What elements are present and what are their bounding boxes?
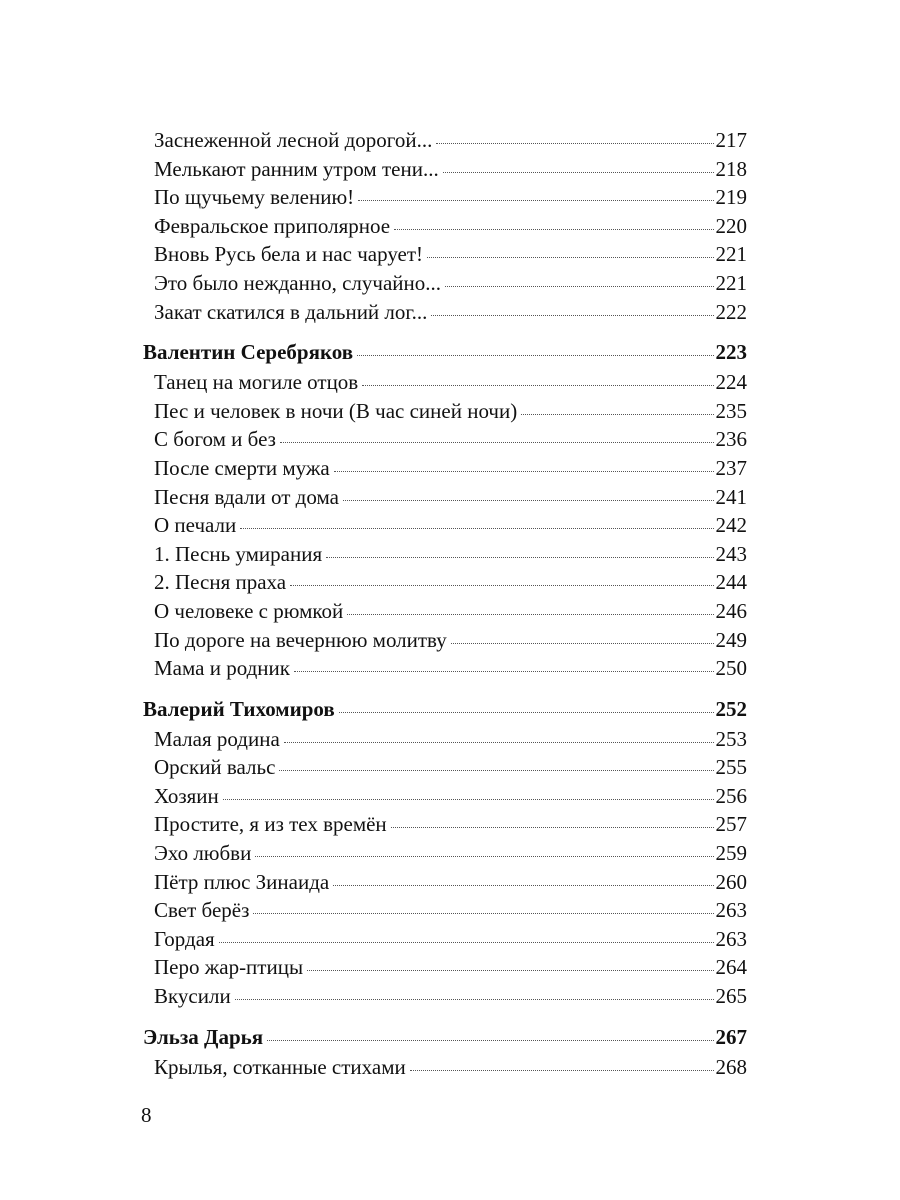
poem-title: Танец на могиле отцов — [154, 370, 359, 395]
poem-title: Гордая — [154, 926, 215, 951]
poem-title: Простите, я из тех времён — [154, 812, 387, 837]
dot-leader — [443, 172, 714, 173]
toc-entry — [143, 839, 747, 868]
toc-author-entry — [143, 337, 747, 368]
poem-title: По щучьему велению! — [154, 185, 355, 210]
dot-leader — [279, 770, 713, 771]
toc-entry — [143, 868, 747, 897]
page-ref: 219 — [715, 185, 747, 210]
toc-entry — [143, 368, 747, 397]
poem-title: Орский вальс — [154, 755, 276, 780]
dot-leader — [391, 827, 714, 828]
dot-leader — [339, 712, 714, 713]
page-ref: 264 — [715, 955, 747, 980]
toc-entry — [143, 626, 747, 655]
page-ref: 267 — [715, 1024, 747, 1049]
dot-leader — [255, 856, 713, 857]
toc-entry — [143, 240, 747, 269]
page-ref: 256 — [715, 783, 747, 808]
page-ref: 224 — [715, 370, 747, 395]
dot-leader — [394, 229, 713, 230]
toc-entry — [143, 425, 747, 454]
toc-entry — [143, 810, 747, 839]
toc-entry — [143, 1053, 747, 1082]
dot-leader — [362, 385, 713, 386]
dot-leader — [284, 742, 714, 743]
toc-entry — [143, 540, 747, 569]
toc-entry — [143, 155, 747, 184]
poem-title: Перо жар-птицы — [154, 955, 304, 980]
toc-entry — [143, 269, 747, 298]
page-ref: 241 — [715, 484, 747, 509]
toc-entry — [143, 753, 747, 782]
toc-entry — [143, 298, 747, 327]
page-ref: 250 — [715, 656, 747, 681]
page-ref: 253 — [715, 726, 747, 751]
poem-title: Вкусили — [154, 984, 231, 1009]
dot-leader — [326, 557, 713, 558]
poem-title: Мелькают ранним утром тени... — [154, 156, 439, 181]
dot-leader — [357, 355, 713, 356]
page-ref: 257 — [715, 812, 747, 837]
dot-leader — [333, 885, 713, 886]
dot-leader — [410, 1070, 714, 1071]
page-ref: 221 — [715, 270, 747, 295]
toc-entry — [143, 654, 747, 683]
dot-leader — [294, 671, 714, 672]
poem-title: О человеке с рюмкой — [154, 598, 344, 623]
page-ref: 221 — [715, 242, 747, 267]
toc-entry — [143, 568, 747, 597]
toc-entry — [143, 183, 747, 212]
author-name: Валерий Тихомиров — [143, 696, 335, 721]
page-ref: 260 — [715, 869, 747, 894]
page-ref: 220 — [715, 213, 747, 238]
dot-leader — [219, 942, 714, 943]
poem-title: Малая родина — [154, 726, 280, 751]
poem-title: Крылья, сотканные стихами — [154, 1054, 406, 1079]
dot-leader — [445, 286, 714, 287]
poem-title: Свет берёз — [154, 898, 250, 923]
poem-title: С богом и без — [154, 427, 276, 452]
dot-leader — [436, 143, 713, 144]
page-ref: 217 — [715, 128, 747, 152]
poem-title: Закат скатился в дальний лог... — [154, 299, 428, 324]
page-ref: 218 — [715, 156, 747, 181]
toc-author-entry — [143, 694, 747, 725]
page-ref: 268 — [715, 1054, 747, 1079]
dot-leader — [240, 528, 713, 529]
page-ref: 246 — [715, 598, 747, 623]
poem-title: Хозяин — [154, 783, 219, 808]
toc-author-entry — [143, 1022, 747, 1053]
page-ref: 255 — [715, 755, 747, 780]
dot-leader — [307, 970, 713, 971]
poem-title: Это было нежданно, случайно... — [154, 270, 441, 295]
poem-title: Песня вдали от дома — [154, 484, 339, 509]
page-ref: 252 — [715, 696, 747, 721]
page-ref: 249 — [715, 627, 747, 652]
page-ref: 263 — [715, 926, 747, 951]
poem-title: После смерти мужа — [154, 455, 330, 480]
page-ref: 243 — [715, 541, 747, 566]
poem-title: 2. Песня праха — [154, 570, 287, 595]
page-ref: 263 — [715, 898, 747, 923]
poem-title: Эхо любви — [154, 841, 252, 866]
dot-leader — [521, 414, 713, 415]
dot-leader — [290, 585, 713, 586]
toc-entry — [143, 126, 747, 155]
toc-entry — [143, 454, 747, 483]
dot-leader — [235, 999, 714, 1000]
page-ref: 259 — [715, 841, 747, 866]
dot-leader — [427, 257, 713, 258]
page-ref: 222 — [715, 299, 747, 324]
poem-title: Пётр плюс Зинаида — [154, 869, 330, 894]
page-ref: 223 — [715, 340, 747, 365]
toc-entry — [143, 896, 747, 925]
dot-leader — [280, 442, 714, 443]
dot-leader — [253, 913, 713, 914]
dot-leader — [343, 500, 714, 501]
dot-leader — [347, 614, 713, 615]
poem-title: Февральское приполярное — [154, 213, 391, 238]
table-of-contents — [143, 126, 747, 1081]
poem-title: О печали — [154, 513, 237, 538]
page-ref: 244 — [715, 570, 747, 595]
dot-leader — [451, 643, 714, 644]
dot-leader — [334, 471, 714, 472]
toc-entry — [143, 397, 747, 426]
poem-title: Пес и человек в ночи (В час синей ночи) — [154, 398, 518, 423]
page-ref: 235 — [715, 398, 747, 423]
toc-entry — [143, 982, 747, 1011]
poem-title: Вновь Русь бела и нас чарует! — [154, 242, 424, 267]
toc-entry — [143, 212, 747, 241]
toc-entry — [143, 483, 747, 512]
page-ref: 237 — [715, 455, 747, 480]
poem-title: 1. Песнь умирания — [154, 541, 323, 566]
page-ref: 242 — [715, 513, 747, 538]
poem-title: По дороге на вечернюю молитву — [154, 627, 447, 652]
toc-entry — [143, 782, 747, 811]
page-number: 8 — [141, 1103, 152, 1127]
poem-title: Заснеженной лесной дорогой... — [154, 128, 433, 152]
toc-entry — [143, 953, 747, 982]
toc-entry — [143, 597, 747, 626]
author-name: Валентин Серебряков — [143, 340, 354, 365]
author-name: Эльза Дарья — [143, 1024, 264, 1049]
dot-leader — [358, 200, 713, 201]
toc-entry — [143, 925, 747, 954]
dot-leader — [431, 315, 713, 316]
poem-title: Мама и родник — [154, 656, 290, 681]
toc-entry — [143, 725, 747, 754]
page-ref: 236 — [715, 427, 747, 452]
toc-entry — [143, 511, 747, 540]
dot-leader — [267, 1040, 713, 1041]
dot-leader — [223, 799, 714, 800]
page-ref: 265 — [715, 984, 747, 1009]
